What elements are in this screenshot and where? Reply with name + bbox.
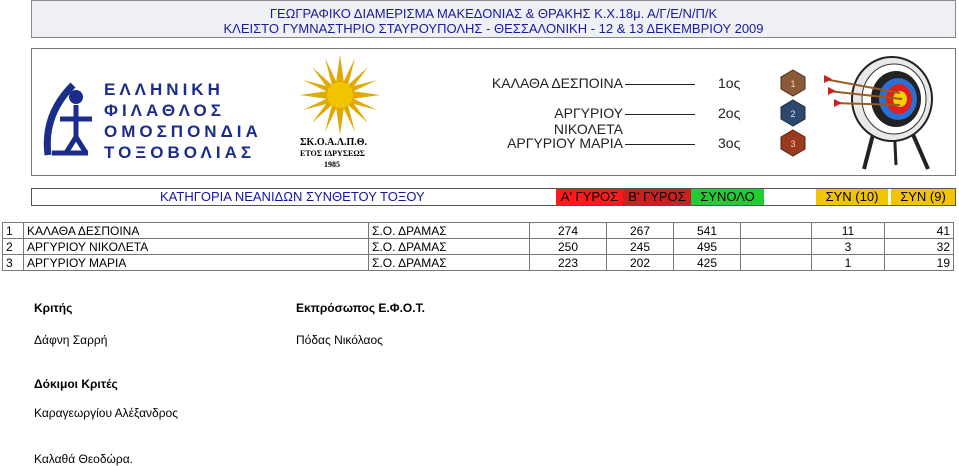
cell-syn10: 1 xyxy=(812,255,885,271)
cell-b: 267 xyxy=(607,223,674,239)
silver-medal-icon xyxy=(778,99,808,127)
podium-third-place: 3ος xyxy=(718,135,741,151)
federation-archer-logo xyxy=(38,75,98,161)
round-b-header: Β' ΓΥΡΟΣ xyxy=(623,189,691,205)
cell-rank: 3 xyxy=(3,255,24,271)
representative-name: Πόδας Νικόλαος xyxy=(296,333,383,347)
cell-syn10: 3 xyxy=(812,239,885,255)
cell-name: ΚΑΛΑΘΑ ΔΕΣΠΟΙΝΑ xyxy=(24,223,369,239)
table-row xyxy=(3,239,954,255)
podium-third-name: ΑΡΓΥΡΙΟΥ ΜΑΡΙΑ xyxy=(507,135,623,151)
cell-spacer xyxy=(741,223,812,239)
cell-spacer xyxy=(741,255,812,271)
cell-syn9: 32 xyxy=(885,239,954,255)
podium-first-line xyxy=(625,84,695,85)
cell-rank: 1 xyxy=(3,223,24,239)
archery-target-icon xyxy=(824,53,952,173)
cell-a: 274 xyxy=(530,223,607,239)
podium-third-line xyxy=(625,144,695,145)
cell-b: 202 xyxy=(607,255,674,271)
svg-text:2: 2 xyxy=(790,109,796,119)
podium-first-name: ΚΑΛΑΘΑ ΔΕΣΠΟΙΝΑ xyxy=(491,75,623,91)
cell-rank: 2 xyxy=(3,239,24,255)
podium-second-place: 2ος xyxy=(718,105,741,121)
trainee-judge-1: Καραγεωργίου Αλέξανδρος xyxy=(34,406,178,420)
cell-total: 425 xyxy=(674,255,741,271)
cell-club: Σ.Ο. ΔΡΑΜΑΣ xyxy=(369,239,530,255)
federation-logo-text: ΕΛΛΗΝΙΚΗ ΦΙΛΑΘΛΟΣ ΟΜΟΣΠΟΝΔΙΑ ΤΟΞΟΒΟΛΙΑΣ xyxy=(104,80,262,162)
syn9-header: ΣΥΝ (9) xyxy=(891,189,955,205)
podium-banner xyxy=(31,48,956,176)
svg-text:3: 3 xyxy=(790,139,796,149)
gold-medal-icon xyxy=(778,69,808,97)
category-header-bar xyxy=(31,188,956,206)
cell-syn9: 41 xyxy=(885,223,954,239)
event-title-line1: ΓΕΩΓΡΑΦΙΚΟ ΔΙΑΜΕΡΙΣΜΑ ΜΑΚΕΔΟΝΙΑΣ & ΘΡΑΚΗΣ Κ.Χ.18μ. Α/Γ/Ε/Ν/Π/Κ xyxy=(269,6,718,21)
trainee-judge-2: Καλαθά Θεοδώρα. xyxy=(34,452,133,466)
podium-second-name: ΑΡΓΥΡΙΟΥ ΝΙΚΟΛΕΤΑ xyxy=(553,105,623,137)
category-title: ΚΑΤΗΓΟΡΙΑ ΝΕΑΝΙΔΩΝ ΣΥΝΘΕΤΟΥ ΤΟΞΟΥ xyxy=(160,189,425,204)
syn10-header: ΣΥΝ (10) xyxy=(816,189,888,205)
podium-second-line xyxy=(625,114,695,115)
table-row xyxy=(3,223,954,239)
cell-name: ΑΡΓΥΡΙΟΥ ΝΙΚΟΛΕΤΑ xyxy=(24,239,369,255)
podium-first-place: 1ος xyxy=(718,75,741,91)
trainee-judges-label: Δόκιμοι Κριτές xyxy=(34,377,118,391)
bronze-medal-icon xyxy=(778,129,808,157)
cell-total: 495 xyxy=(674,239,741,255)
representative-label: Εκπρόσωπος Ε.Φ.Ο.Τ. xyxy=(296,301,425,315)
event-title-line2: ΚΛΕΙΣΤΟ ΓΥΜΝΑΣΤΗΡΙΟ ΣΤΑΥΡΟΥΠΟΛΗΣ - ΘΕΣΣΑΛΟΝΙΚΗ - 12 & 13 ΔΕΚΕΜΒΡΙΟΥ 2009 xyxy=(223,21,764,36)
cell-total: 541 xyxy=(674,223,741,239)
sun-emblem-icon xyxy=(300,55,380,135)
results-table xyxy=(2,222,954,271)
table-row xyxy=(3,255,954,271)
cell-club: Σ.Ο. ΔΡΑΜΑΣ xyxy=(369,255,530,271)
event-header xyxy=(31,0,956,38)
judge-label: Κριτής xyxy=(34,301,73,315)
cell-b: 245 xyxy=(607,239,674,255)
svg-text:1: 1 xyxy=(790,79,796,89)
total-header: ΣΥΝΟΛΟ xyxy=(691,189,764,205)
cell-a: 250 xyxy=(530,239,607,255)
cell-name: ΑΡΓΥΡΙΟΥ ΜΑΡΙΑ xyxy=(24,255,369,271)
cell-club: Σ.Ο. ΔΡΑΜΑΣ xyxy=(369,223,530,239)
cell-a: 223 xyxy=(530,255,607,271)
club-emblem-text: ΣΚ.Ο.Α.Λ.Π.Θ. ΕΤΟΣ ΙΔΡΥΣΕΩΣ 1985 xyxy=(300,137,368,169)
cell-syn9: 19 xyxy=(885,255,954,271)
judge-name: Δάφνη Σαρρή xyxy=(34,333,108,347)
round-a-header: Α' ΓΥΡΟΣ xyxy=(556,189,623,205)
cell-spacer xyxy=(741,239,812,255)
cell-syn10: 11 xyxy=(812,223,885,239)
